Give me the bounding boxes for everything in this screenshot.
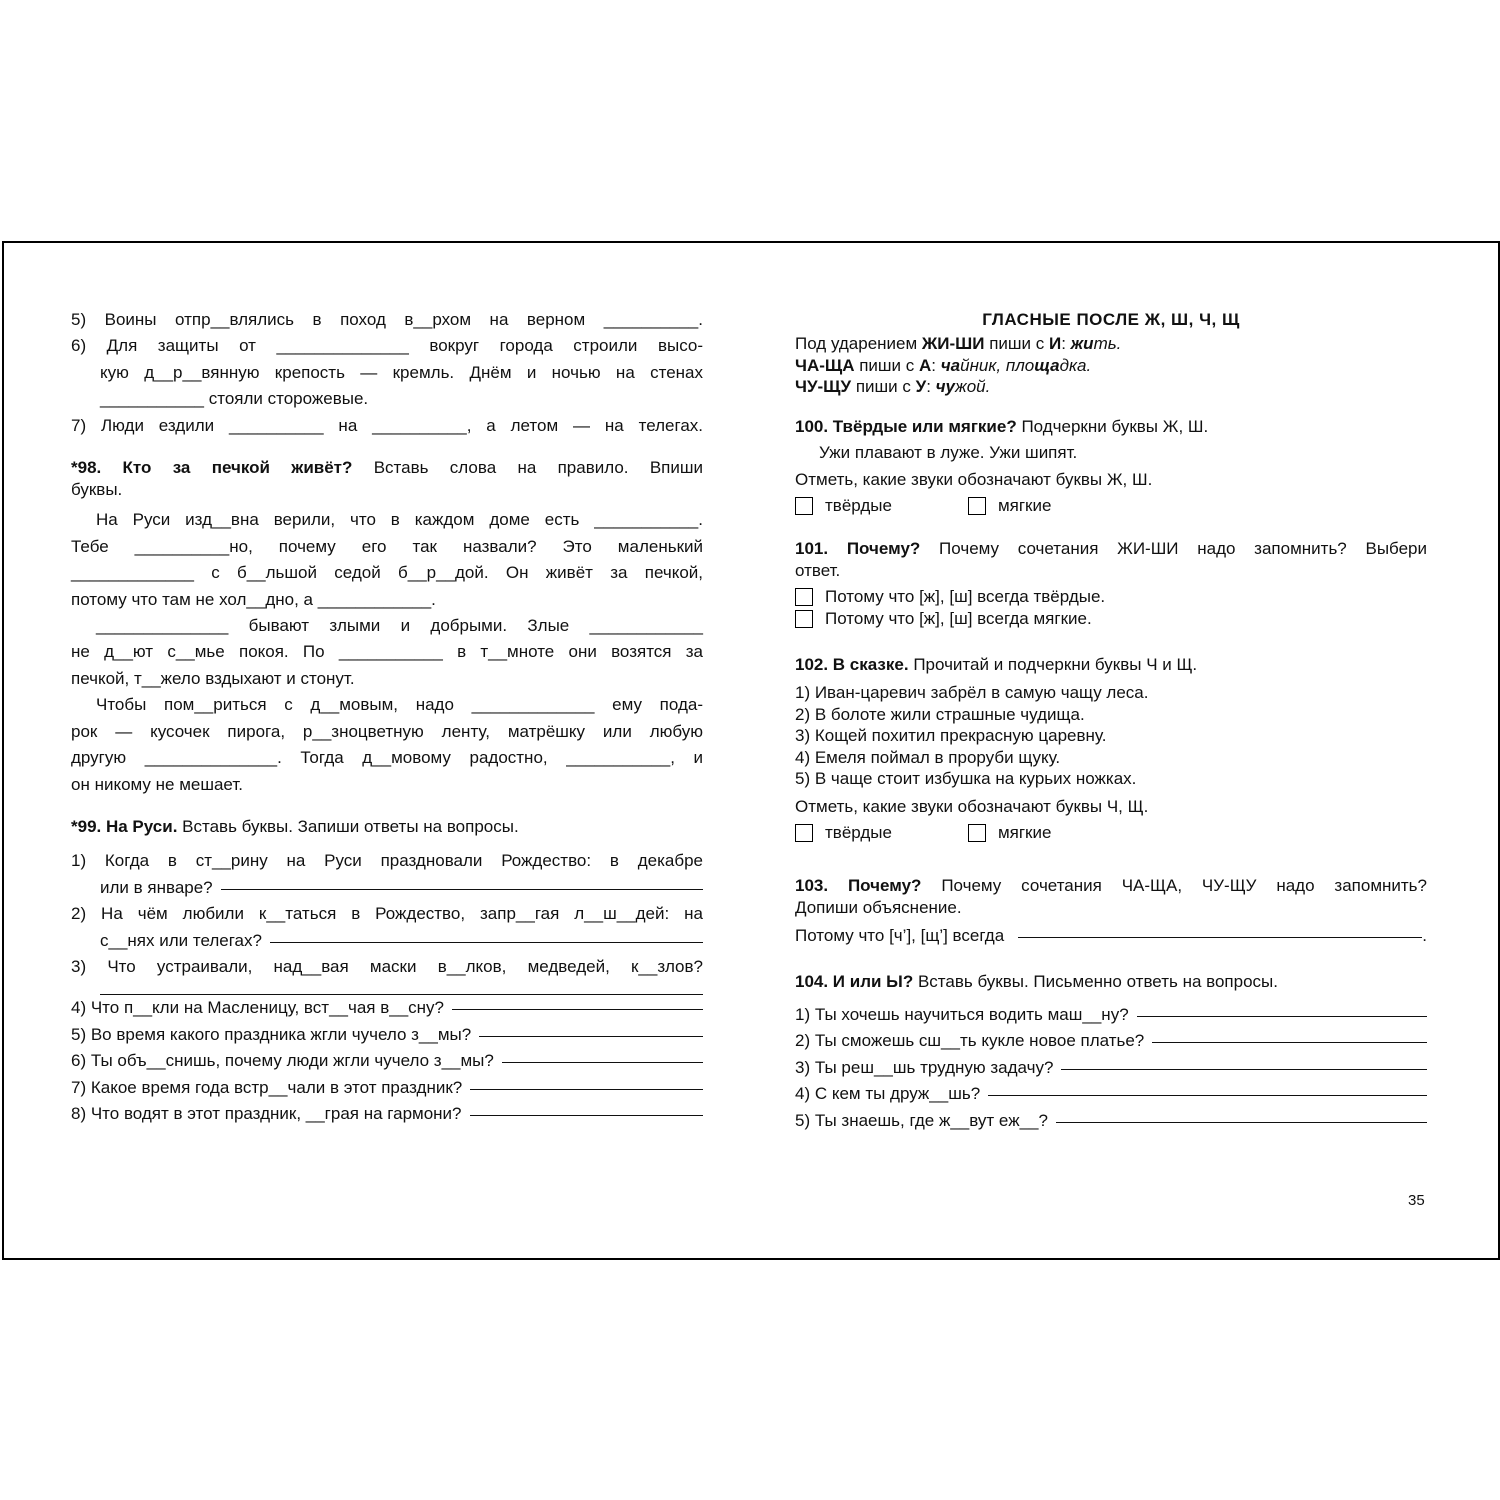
answer-line[interactable] (1061, 1055, 1427, 1070)
exercise-99-q1: 1) Когда в ст__рину на Руси праздновали Рождество: в декабре (71, 851, 703, 871)
answer-line[interactable] (470, 1101, 703, 1116)
page-number: 35 (1408, 1192, 1425, 1209)
section-heading: ГЛАСНЫЕ ПОСЛЕ Ж, Ш, Ч, Щ (982, 310, 1240, 329)
answer-line[interactable] (502, 1048, 703, 1063)
exercise-98-title: *98. Кто за печкой живёт? (71, 458, 353, 478)
exercise-104-q2: 2) Ты сможешь сш__ть кукле новое платье? (795, 1031, 1145, 1051)
exercise-99-q1-line-2 (71, 875, 703, 901)
choice-hard[interactable]: твёрдые (795, 820, 892, 846)
rule-line-1: Под ударением ЖИ-ШИ пиши с И: жить. (795, 334, 1122, 354)
exercise-97-item-6-line-3: ___________ стояли сторожевые. (100, 389, 369, 409)
exercise-100-header (795, 414, 1427, 440)
rule-line-2: ЧА-ЩА пиши с А: чайник, площадка. (795, 355, 1092, 375)
exercise-98-line: потому что там не хол__дно, а ____________. (71, 589, 436, 609)
answer-line[interactable] (452, 995, 703, 1010)
exercise-102-question: Отметь, какие звуки обозначают буквы Ч, Щ. (795, 796, 1149, 816)
rule-line-3: ЧУ-ЩУ пиши с У: чужой. (795, 377, 991, 397)
exercise-103-answer-row: Потому что [ч’], [щ’] всегда . (795, 923, 1427, 949)
exercise-99-q3-answer (71, 980, 703, 995)
right-column (795, 307, 1427, 1134)
exercise-99-q8: 8) Что водят в этот праздник, __грая на гармони? (71, 1103, 462, 1123)
answer-line[interactable] (1152, 1028, 1427, 1043)
exercise-104-q2-row (795, 1028, 1427, 1054)
exercise-98-line: На Руси изд__вна верили, что в каждом доме есть ___________. (96, 510, 703, 530)
exercise-99-q2: 2) На чём любили к__таться в Рождество, запр__гая л__ш__дей: на (71, 904, 703, 924)
answer-line[interactable] (100, 980, 703, 995)
answer-line[interactable] (470, 1075, 703, 1090)
checkbox[interactable] (968, 824, 986, 842)
exercise-97-item-6: 6) Для защиты от ______________ вокруг города строили высо- (71, 336, 703, 356)
exercise-99-q5-row (71, 1022, 703, 1048)
exercise-103-instruction: Почему сочетания ЧА-ЩА, ЧУ-ЩУ надо запомнить? (941, 875, 1427, 895)
exercise-99-q3: 3) Что устраивали, над__вая маски в__лков, медведей, к__злов? (71, 956, 703, 976)
exercise-97-item-7: 7) Люди ездили __________ на __________, а летом — на телегах. (71, 415, 703, 435)
answer-line[interactable] (221, 875, 703, 890)
exercise-102-line: 3) Кощей похитил прекрасную царевну. (795, 726, 1107, 746)
exercise-99-title: *99. На Руси. (71, 816, 178, 836)
exercise-98-line: не д__ют с__мье покоя. По ___________ в т__мноте они возятся за (71, 642, 703, 662)
choice-soft[interactable]: мягкие (968, 493, 1051, 519)
answer-line[interactable] (1137, 1002, 1427, 1017)
exercise-100-question: Отметь, какие звуки обозначают буквы Ж, Ш. (795, 469, 1153, 489)
exercise-99-header (71, 814, 703, 840)
exercise-102-list (795, 682, 1427, 790)
exercise-99-q2-line-2 (71, 928, 703, 954)
exercise-98-line: Тебе __________но, почему его так назвали? Это маленький (71, 536, 703, 556)
exercise-97-item-5: 5) Воины отпр__влялись в поход в__рхом на верном __________. (71, 310, 703, 329)
exercise-99-q1-text: или в январе? (100, 877, 213, 897)
exercise-99-q2-text: с__нях или телегах? (100, 930, 262, 950)
checkbox[interactable] (795, 497, 813, 515)
exercise-99-q7-row (71, 1075, 703, 1101)
exercise-102-title: 102. В сказке. (795, 654, 909, 674)
exercise-99-instruction: Вставь буквы. Запиши ответы на вопросы. (182, 816, 519, 836)
exercise-104-q4: 4) С кем ты друж__шь? (795, 1084, 981, 1104)
exercise-98-line: он никому не мешает. (71, 774, 243, 794)
rule-box (795, 333, 1427, 398)
exercise-103-title: 103. Почему? (795, 875, 922, 895)
exercise-100-instruction: Подчеркни буквы Ж, Ш. (1021, 416, 1209, 436)
answer-line[interactable] (270, 928, 703, 943)
checkbox[interactable] (795, 824, 813, 842)
exercise-104-title: 104. И или Ы? (795, 972, 914, 992)
exercise-104-q1-row (795, 1002, 1427, 1028)
exercise-103-instruction-2: Допиши объяснение. (795, 898, 962, 918)
choice-soft[interactable]: мягкие (968, 820, 1051, 846)
exercise-102-line: 1) Иван-царевич забрёл в самую чащу леса. (795, 683, 1149, 703)
exercise-104-q3-row (795, 1055, 1427, 1081)
exercise-98-header (71, 455, 703, 481)
exercise-104-header (795, 969, 1427, 995)
left-column (71, 307, 703, 1127)
exercise-102-choices (795, 820, 1427, 846)
exercise-99-q4: 4) Что п__кли на Масленицу, вст__чая в__сну? (71, 998, 444, 1018)
exercise-104-q4-row (795, 1081, 1427, 1107)
exercise-100-sentence: Ужи плавают в луже. Ужи шипят. (819, 443, 1078, 463)
exercise-101-option-2[interactable]: Потому что [ж], [ш] всегда мягкие. (795, 608, 1427, 630)
exercise-100-title: 100. Твёрдые или мягкие? (795, 416, 1017, 436)
exercise-102-line: 4) Емеля поймал в проруби щуку. (795, 747, 1061, 767)
exercise-99-q5: 5) Во время какого праздника жгли чучело з__мы? (71, 1024, 472, 1044)
exercise-99-q6-row (71, 1048, 703, 1074)
exercise-104-q3: 3) Ты реш__шь трудную задачу? (795, 1057, 1054, 1077)
exercise-97-item-6-line-2: кую д__р__вянную крепость — кремль. Днём и ночью на стенах (100, 362, 703, 382)
exercise-99-q6: 6) Ты объ__снишь, почему люди жгли чучело з__мы? (71, 1051, 494, 1071)
exercise-99-q8-row (71, 1101, 703, 1127)
exercise-98-line: другую ______________. Тогда д__мовому радостно, ___________, и (71, 748, 703, 768)
exercise-98-line: рок — кусочек пирога, р__зноцветную ленту, матрёшку или любую (71, 721, 703, 741)
exercise-102-header (795, 652, 1427, 678)
checkbox[interactable] (968, 497, 986, 515)
choice-hard[interactable]: твёрдые (795, 493, 892, 519)
exercise-103-header (795, 873, 1427, 899)
exercise-101-title: 101. Почему? (795, 538, 921, 558)
exercise-99-q4-row (71, 995, 703, 1021)
exercise-104-q5: 5) Ты знаешь, где ж__вут еж__? (795, 1110, 1048, 1130)
answer-line[interactable] (479, 1022, 703, 1037)
exercise-98-line: _____________ с б__льшой седой б__р__дой. Он живёт за печкой, (71, 563, 703, 583)
exercise-99-q7: 7) Какое время года встр__чали в этот праздник? (71, 1077, 463, 1097)
answer-line[interactable] (988, 1081, 1427, 1096)
exercise-102-instruction: Прочитай и подчеркни буквы Ч и Щ. (913, 654, 1198, 674)
exercise-103-answer-prefix: Потому что [ч’], [щ’] всегда (795, 926, 1005, 946)
exercise-100-choices (795, 493, 1427, 519)
exercise-102-line: 2) В болоте жили страшные чудища. (795, 704, 1085, 724)
exercise-98-line: печкой, т__жело вздыхают и стонут. (71, 668, 355, 688)
exercise-101-instruction: Почему сочетания ЖИ-ШИ надо запомнить? Выбери (939, 538, 1427, 558)
checkbox[interactable] (795, 610, 813, 628)
answer-line[interactable] (1018, 923, 1422, 938)
exercise-98-instruction: Вставь слова на правило. Впиши (373, 458, 704, 478)
exercise-98-line: Чтобы пом__риться с д__мовым, надо _____________ ему пода- (96, 695, 703, 715)
exercise-101-header (795, 536, 1427, 562)
exercise-101-instruction-2: ответ. (795, 560, 841, 580)
exercise-104-q5-row (795, 1108, 1427, 1134)
exercise-102-line: 5) В чаще стоит избушка на курьих ножках. (795, 769, 1137, 789)
exercise-104-q1: 1) Ты хочешь научиться водить маш__ну? (795, 1004, 1129, 1024)
exercise-98-line: ______________ бывают злыми и добрыми. Злые ____________ (96, 616, 703, 636)
exercise-98-instruction-2: буквы. (71, 480, 123, 500)
exercise-104-instruction: Вставь буквы. Письменно ответь на вопросы. (917, 972, 1278, 992)
checkbox[interactable] (795, 588, 813, 606)
answer-line[interactable] (1056, 1108, 1427, 1123)
exercise-101-option-1[interactable]: Потому что [ж], [ш] всегда твёрдые. (795, 586, 1427, 608)
